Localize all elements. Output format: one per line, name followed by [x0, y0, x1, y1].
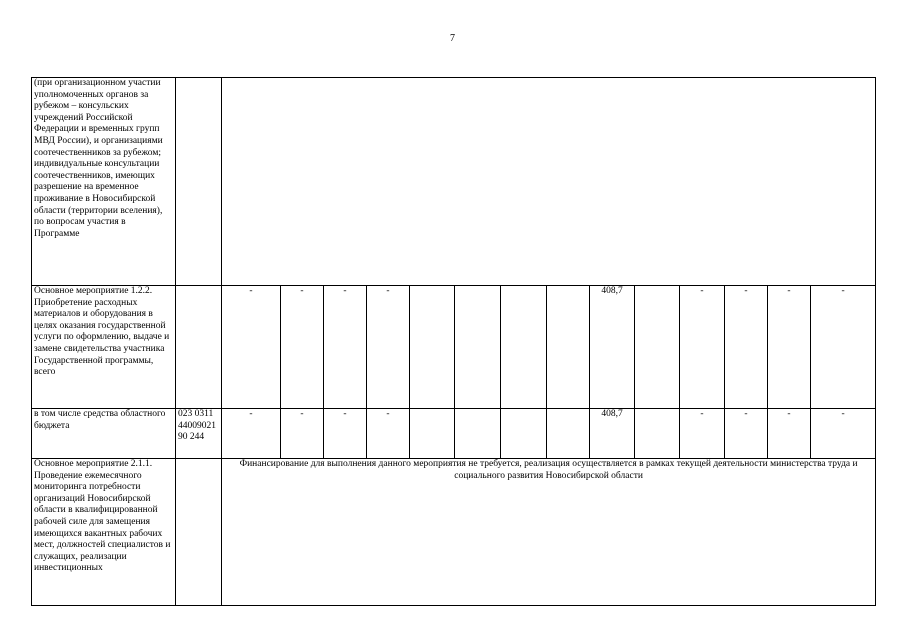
- row-empty-span-cell: [222, 78, 876, 286]
- value-cell: -: [281, 286, 324, 409]
- value-cell: -: [768, 286, 811, 409]
- value-cell: [501, 409, 547, 459]
- value-cell: -: [680, 286, 725, 409]
- value-cell: -: [811, 409, 876, 459]
- value-cell: -: [367, 409, 410, 459]
- value-cell: -: [725, 286, 768, 409]
- value-cell: -: [367, 286, 410, 409]
- value-cell: -: [324, 409, 367, 459]
- table-row-regional-budget: [32, 409, 876, 459]
- table-row-event-1-2-2: [32, 286, 876, 409]
- page-number: 7: [450, 33, 455, 44]
- value-cell: -: [725, 409, 768, 459]
- budget-table: [31, 77, 876, 606]
- financing-note-cell: Финансирование для выполнения данного мероприятия не требуется, реализация осуществляется в рамках текущей деятельности министерства труда и социального развития Новосибирской области: [222, 459, 876, 606]
- value-cell: [410, 286, 455, 409]
- value-cell: 408,7: [590, 286, 635, 409]
- row-name-cell: в том числе средства областного бюджета: [32, 409, 176, 459]
- value-cell: [635, 286, 680, 409]
- value-cell: 408,7: [590, 409, 635, 459]
- value-cell: [501, 286, 547, 409]
- value-cell: [455, 286, 501, 409]
- value-cell: [547, 286, 590, 409]
- table-row-event-2-1-1: [32, 459, 876, 606]
- row-name-cell: (при организационном участии уполномоченных органов за рубежом – консульских учреждений Российской Федерации и временных групп МВД России), и организациями соотечественников за рубежом; индивидуальные консультации соотечественников, имеющих разрешение на временное проживание в Новосибирской области (территории вселения), по вопросам участия в Программе: [32, 78, 176, 286]
- value-cell: -: [324, 286, 367, 409]
- row-code-cell: [176, 459, 222, 606]
- value-cell: -: [222, 409, 281, 459]
- value-cell: -: [281, 409, 324, 459]
- value-cell: [547, 409, 590, 459]
- value-cell: [410, 409, 455, 459]
- value-cell: -: [222, 286, 281, 409]
- value-cell: [455, 409, 501, 459]
- value-cell: [635, 409, 680, 459]
- row-name-cell: Основное мероприятие 2.1.1. Проведение ежемесячного мониторинга потребности организаций Новосибирской области в квалифицированной рабочей силе для замещения имеющихся вакантных рабочих мест, должностей специалистов и служащих, реализации инвестиционных: [32, 459, 176, 606]
- row-name-cell: Основное мероприятие 1.2.2. Приобретение расходных материалов и оборудования в целях оказания государственной услуги по оформлению, выдаче и замене свидетельства участника Государственной программы, всего: [32, 286, 176, 409]
- row-code-cell: 023 0311 44009021 90 244: [176, 409, 222, 459]
- value-cell: -: [811, 286, 876, 409]
- table-row-continuation: [32, 78, 876, 286]
- row-code-cell: [176, 78, 222, 286]
- value-cell: -: [680, 409, 725, 459]
- value-cell: -: [768, 409, 811, 459]
- row-code-cell: [176, 286, 222, 409]
